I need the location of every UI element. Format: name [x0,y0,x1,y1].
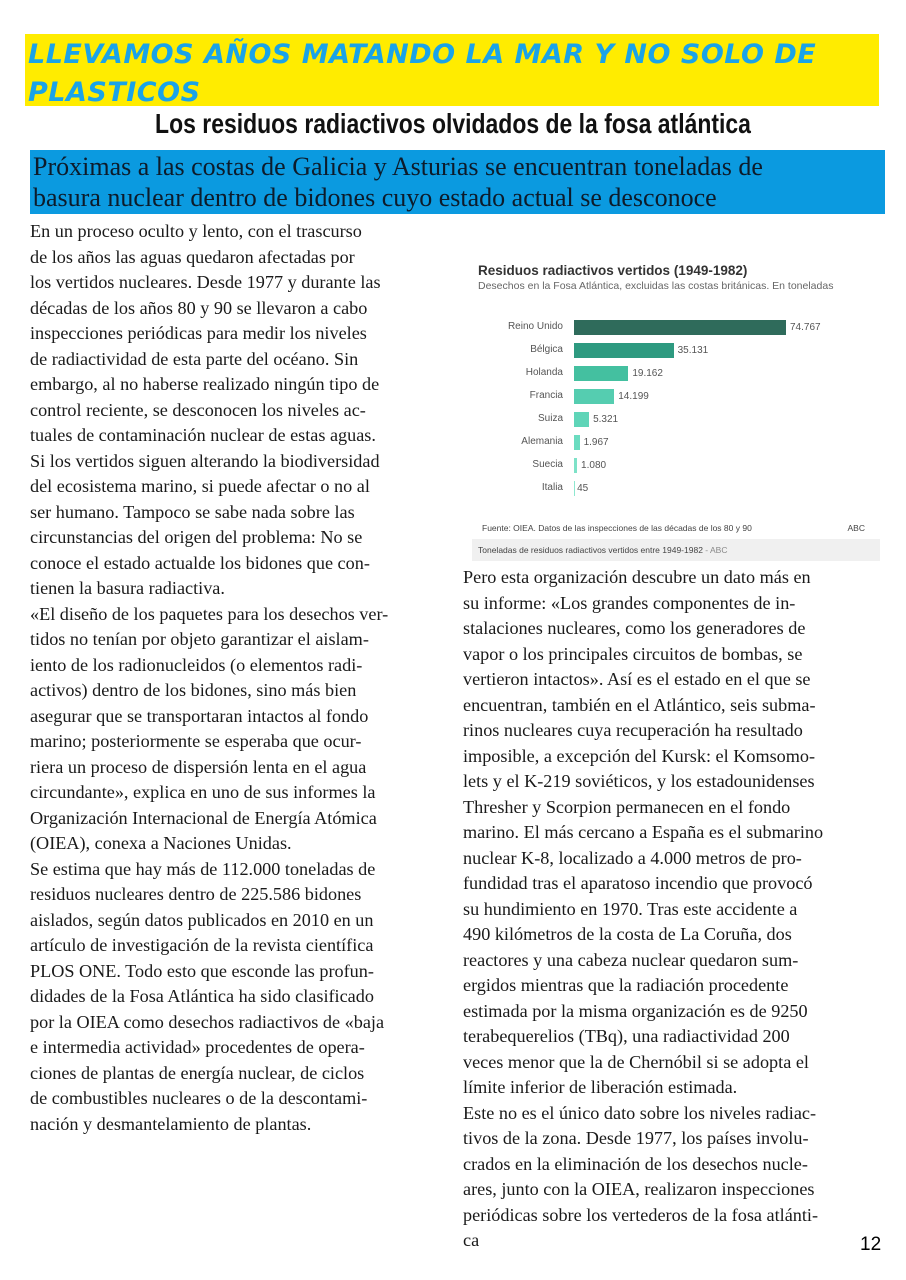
text-line: riera un proceso de dispersión lenta en el agua [30,756,367,777]
bar [574,458,577,473]
text-line: ciones de plantas de energía nuclear, de ciclos [30,1062,365,1083]
text-line: artículo de investigación de la revista científica [30,935,374,955]
text-line: ares, junto con la OIEA, realizaron inspecciones [463,1179,815,1199]
value-label: 1.080 [581,460,607,471]
text-line: e intermedia actividad» procedentes de opera- [30,1037,365,1057]
text-line: conoce el estado actualde los bidones que con- [30,552,370,573]
text-line: (OIEA), conexa a Naciones Unidas. [30,833,292,853]
chart-source: Fuente: OIEA. Datos de las inspecciones de las décadas de los 80 y 90 [482,523,752,533]
text-line: tivos de la zona. Desde 1977, los países involu- [463,1128,809,1148]
banner [25,34,879,106]
text-line: vapor o los principales circuitos de bombas, se [463,643,803,664]
text-line: lets y el K-219 soviéticos, y los estadounidenses [463,771,815,791]
text-line: imposible, a excepción del Kursk: el Komsomo- [463,745,816,766]
value-label: 45 [577,483,589,494]
bar [574,389,614,404]
text-line: vertieron intactos». Así es el estado en el que se [463,669,811,689]
value-label: 35.131 [677,345,709,356]
text-line: límite inferior de liberación estimada. [463,1077,738,1097]
chart-title: Residuos radiactivos vertidos (1949-1982) [478,263,748,278]
text-line: ser humano. Tampoco se sabe nada sobre las [30,501,355,522]
chart-brand: ABC [847,523,865,533]
text-line: estimada por la misma organización es de 9250 [463,1000,808,1021]
text-line: control reciente, se desconocen los niveles ac- [30,399,366,420]
chart-row [463,412,881,428]
left-column [30,219,388,1137]
subtitle-line-1: Próximas a las costas de Galicia y Asturias se encuentran toneladas de [33,152,763,181]
text-line: los vertidos nucleares. Desde 1977 y durante las [30,272,381,292]
text-line: Se estima que hay más de 112.000 toneladas de [30,858,376,879]
text-line: veces menor que la de Chernóbil si se adopta el [463,1051,809,1072]
text-line: asegurar que se transportaran intactos al fondo [30,705,369,726]
chart-row [463,435,881,451]
value-label: 1.967 [583,437,609,448]
text-line: inspecciones periódicas para medir los niveles [30,323,367,343]
text-line: ca [463,1230,480,1250]
category-label: Italia [541,482,563,493]
bar [574,320,786,335]
banner-line-1: LLEVAMOS AÑOS MATANDO LA MAR Y NO SOLO DE [28,39,817,70]
text-line: circundante», explica en uno de sus informes la [30,782,376,802]
text-line: décadas de los años 80 y 90 se llevaron a cabo [30,297,368,318]
category-label: Francia [529,390,563,401]
text-line: tienen la basura radiactiva. [30,578,225,598]
text-line: 490 kilómetros de la costa de La Coruña, dos [463,924,792,944]
text-line: iento de los radionucleidos (o elementos radi- [30,654,363,675]
text-line: PLOS ONE. Todo esto que esconde las profun- [30,960,374,981]
text-line: por la OIEA como desechos radiactivos de «baja [30,1011,385,1032]
text-line: reactores y una cabeza nuclear quedaron sum- [463,949,799,970]
article-subtitle [30,150,885,214]
text-line: su informe: «Los grandes componentes de in- [463,592,796,613]
category-label: Suiza [537,413,563,424]
subtitle-line-2: basura nuclear dentro de bidones cuyo estado actual se desconoce [33,183,717,212]
text-line: de los años las aguas quedaron afectadas por [30,246,355,267]
chart-row [463,366,881,382]
right-column [463,565,823,1254]
text-line: marino; posteriormente se esperaba que ocur- [30,731,362,751]
article-title: Los residuos radiactivos olvidados de la fosa atlántica [155,108,751,139]
text-line: tidos no tenían por objeto garantizar el aislam- [30,629,369,649]
chart-subtitle: Desechos en la Fosa Atlántica, excluidas las costas británicas. En toneladas [478,280,834,292]
text-line: activos) dentro de los bidones, sino más bien [30,680,357,700]
text-line: stalaciones nucleares, como los generadores de [463,618,806,638]
text-line: fundidad tras el aparatoso incendio que provocó [463,873,813,893]
text-line: Thresher y Scorpion permanecen en el fondo [463,796,791,817]
chart-row [463,320,881,336]
text-line: residuos nucleares dentro de 225.586 bidones [30,884,362,904]
caption-source: - ABC [702,545,728,555]
text-line: nación y desmantelamiento de plantas. [30,1113,312,1134]
caption-text: Toneladas de residuos radiactivos vertidos entre 1949-1982 [478,545,703,555]
category-label: Reino Unido [507,321,563,332]
text-line: encuentran, también en el Atlántico, seis subma- [463,694,816,715]
text-line: aislados, según datos publicados en 2010 en un [30,909,374,930]
text-line: En un proceso oculto y lento, con el trascurso [30,221,362,241]
text-line: nuclear K-8, localizado a 4.000 metros de pro- [463,847,802,868]
text-line: ergidos mientras que la radiación procedente [463,975,789,995]
text-line: de radiactividad de esta parte del océano. Sin [30,348,359,369]
bar [574,343,674,358]
chart-row [463,389,881,405]
chart-row [463,458,881,474]
category-label: Alemania [521,436,563,447]
bar [574,412,589,427]
value-label: 19.162 [632,368,663,379]
text-line: embargo, al no haberse realizado ningún tipo de [30,374,380,394]
value-label: 14.199 [618,391,649,402]
text-line: su hundimiento en 1970. Tras este accidente a [463,898,798,919]
text-line: crados en la eliminación de los desechos nucle- [463,1153,808,1174]
text-line: tuales de contaminación nuclear de estas aguas. [30,425,376,445]
category-label: Suecia [532,459,563,470]
text-line: Este no es el único dato sobre los niveles radiac- [463,1102,817,1123]
text-line: rinos nucleares cuya recuperación ha resultado [463,720,803,740]
bar [574,366,628,381]
value-label: 74.767 [790,322,821,333]
text-line: de combustibles nucleares o de la descontami- [30,1088,368,1108]
bar [574,435,580,450]
text-line: del ecosistema marino, si puede afectar o no al [30,476,370,496]
category-label: Bélgica [530,344,563,355]
text-line: Organización Internacional de Energía Atómica [30,807,377,828]
banner-line-2: PLASTICOS [28,77,201,108]
category-label: Holanda [525,367,563,378]
page-number: 12 [860,1234,882,1255]
text-line: marino. El más cercano a España es el submarino [463,822,824,842]
text-line: terabequerelios (TBq), una radiactividad 200 [463,1026,790,1046]
text-line: circunstancias del origen del problema: No se [30,527,363,547]
chart-row [463,343,881,359]
value-label: 5.321 [593,414,619,425]
text-line: «El diseño de los paquetes para los desechos ver- [30,603,389,624]
text-line: periódicas sobre los vertederos de la fosa atlánti- [463,1204,819,1225]
chart-caption [472,539,880,561]
bar-chart [463,255,881,563]
text-line: didades de la Fosa Atlántica ha sido clasificado [30,986,374,1006]
text-line: Pero esta organización descubre un dato más en [463,567,811,587]
text-line: Si los vertidos siguen alterando la biodiversidad [30,450,380,471]
chart-row [463,481,881,497]
